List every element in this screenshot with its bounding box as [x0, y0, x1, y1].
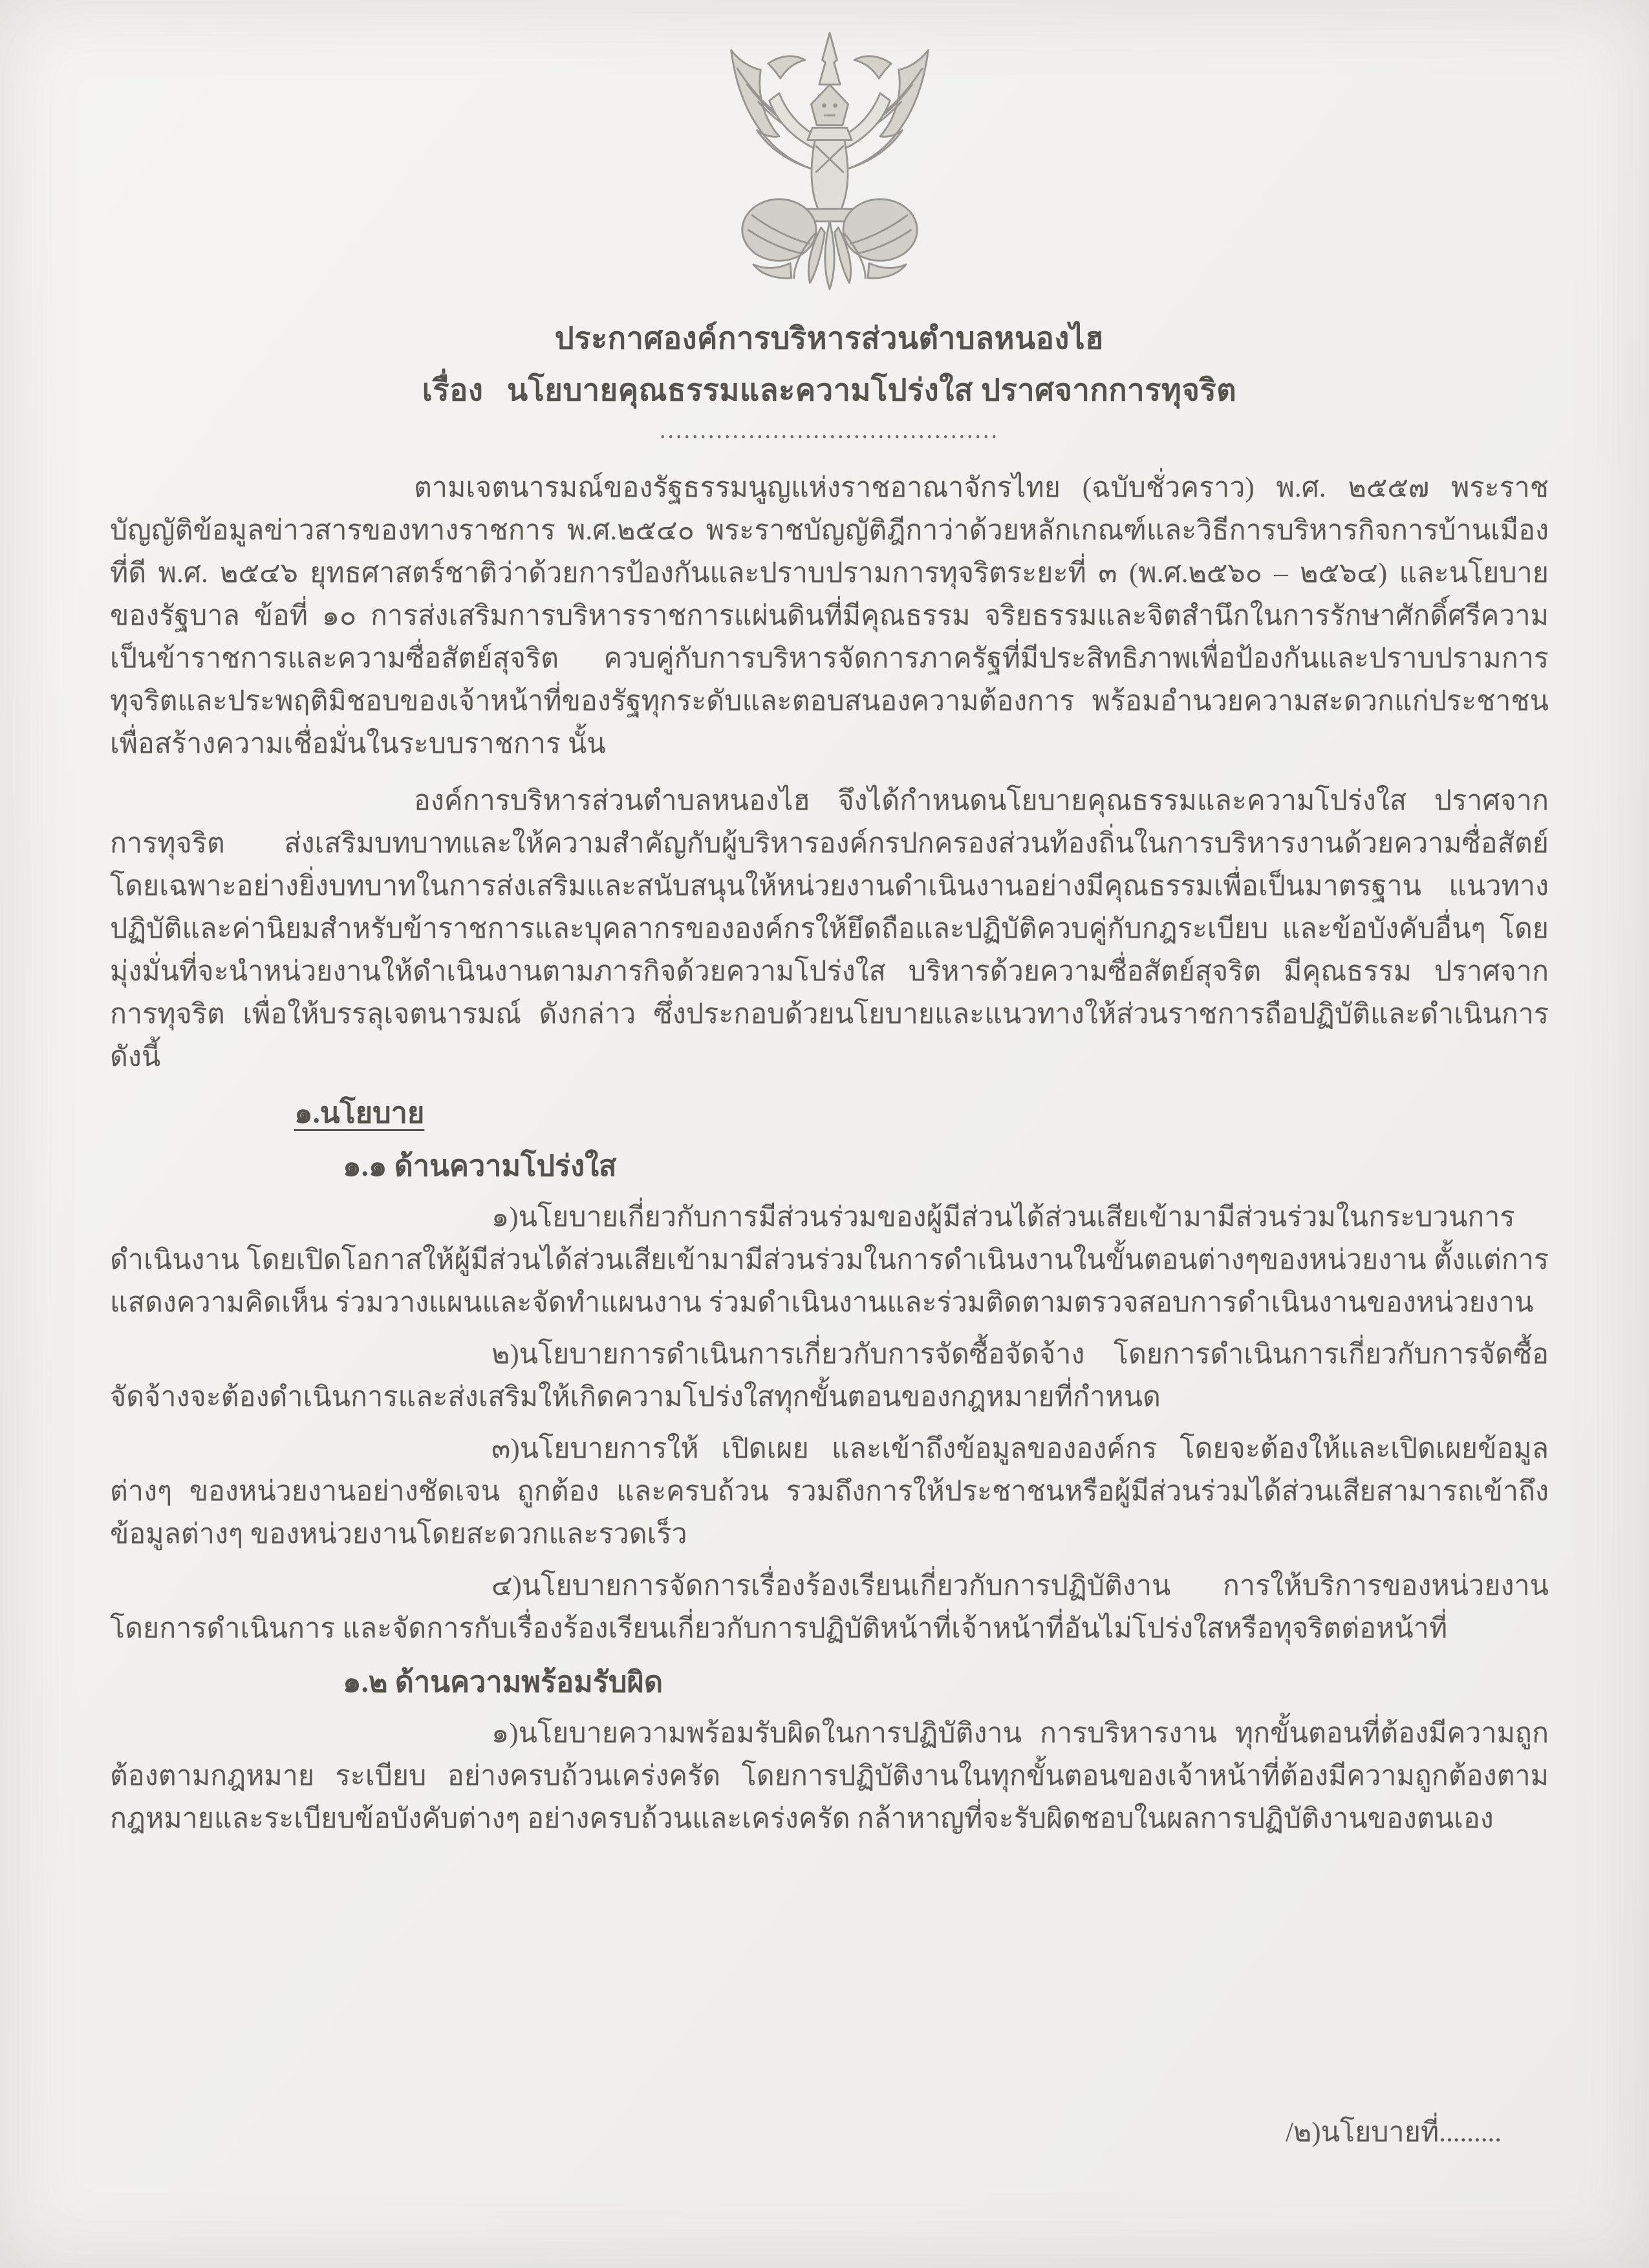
section-1-1-heading: ๑.๑ ด้านความโปร่งใส: [343, 1150, 617, 1182]
garuda-emblem-icon: [700, 17, 959, 303]
divider-dots: ..........................................: [660, 416, 999, 444]
document-title: ประกาศองค์การบริหารส่วนตำบลหนองไฮ: [554, 322, 1105, 356]
paragraph-preamble: ตามเจตนารมณ์ของรัฐธรรมนูญแห่งราชอาณาจักรไทย (ฉบับชั่วคราว) พ.ศ. ๒๕๕๗ พระราชบัญญัติข้อมูลข่าวสารของทางราชการ พ.ศ.๒๕๔๐ พระราชบัญญัติฎีกาว่าด้วยหลักเกณฑ์และวิธีการบริหารกิจการบ้านเมืองที่ดี พ.ศ. ๒๕๔๖ ยุทธศาสตร์ชาติว่าด้วยการป้องกันและปราบปรามการทุจริตระยะที่ ๓ (พ.ศ.๒๕๖๐ – ๒๕๖๔) และนโยบายของรัฐบาล ข้อที่ ๑๐ การส่งเสริมการบริหารราชการแผ่นดินที่มีคุณธรรม จริยธรรมและจิตสำนึกในการรักษาศักดิ์ศรีความเป็นข้าราชการและความซื่อสัตย์สุจริต ควบคู่กับการบริหารจัดการภาครัฐที่มีประสิทธิภาพเพื่อป้องกันและปราบปรามการทุจริตและประพฤติมิชอบของเจ้าหน้าที่ของรัฐทุกระดับและตอบสนองความต้องการ พร้อมอำนวยความสะดวกแก่ประชาชน เพื่อสร้างความเชื่อมั่นในระบบราชการ นั้น: [110, 473, 1549, 759]
policy-item-accountability-1: ๑)นโยบายความพร้อมรับผิดในการปฏิบัติงาน การบริหารงาน ทุกขั้นตอนที่ต้องมีความถูกต้องตามกฎหมาย ระเบียบ อย่างครบถ้วนเคร่งครัด โดยการปฏิบัติงานในทุกขั้นตอนของเจ้าหน้าที่ต้องมีความถูกต้องตามกฎหมายและระเบียบข้อบังคับต่างๆ อย่างครบถ้วนและเคร่งครัด กล้าหาญที่จะรับผิดชอบในผลการปฏิบัติงานของตนเอง: [110, 1718, 1549, 1834]
section-1-2-heading: ๑.๒ ด้านความพร้อมรับผิด: [343, 1666, 663, 1698]
continuation-note: /๒)นโยบายที่.........: [1285, 2117, 1502, 2148]
garuda-body: [800, 140, 859, 222]
policy-item-transparency-3: ๓)นโยบายการให้ เปิดเผย และเข้าถึงข้อมูลขององค์กร โดยจะต้องให้และเปิดเผยข้อมูลต่างๆ ของหน่วยงานอย่างชัดเจน ถูกต้อง และครบถ้วน รวมถึงการให้ประชาชนหรือผู้มีส่วนร่วมได้ส่วนเสียสามารถเข้าถึงข้อมูลต่างๆ ของหน่วยงานโดยสะดวกและรวดเร็ว: [110, 1434, 1549, 1550]
policy-item-transparency-4: ๔)นโยบายการจัดการเรื่องร้องเรียนเกี่ยวกับการปฏิบัติงาน การให้บริการของหน่วยงาน โดยการดำเนินการ และจัดการกับเรื่องร้องเรียนเกี่ยวกับการปฏิบัติหน้าที่เจ้าหน้าที่อันไม่โปร่งใสหรือทุจริตต่อหน้าที่: [110, 1571, 1549, 1644]
section-1-heading: ๑.นโยบาย: [294, 1097, 425, 1129]
policy-item-transparency-1: ๑)นโยบายเกี่ยวกับการมีส่วนร่วมของผู้มีส่วนได้ส่วนเสียเข้ามามีส่วนร่วมในกระบวนการดำเนินงาน โดยเปิดโอกาสให้ผู้มีส่วนได้ส่วนเสียเข้ามามีส่วนร่วมในการดำเนินงานในขั้นตอนต่างๆของหน่วยงาน ตั้งแต่การแสดงความคิดเห็น ร่วมวางแผนและจัดทำแผนงาน ร่วมดำเนินงานและร่วมติดตามตรวจสอบการดำเนินงานของหน่วยงาน: [110, 1202, 1549, 1318]
document-subject: เรื่อง นโยบายคุณธรรมและความโปร่งใส ปราศจากการทุจริต: [422, 374, 1237, 407]
garuda-crown-head: [807, 33, 852, 140]
garuda-emblem-drawing: [700, 17, 959, 303]
policy-item-transparency-2: ๒)นโยบายการดำเนินการเกี่ยวกับการจัดซื้อจัดจ้าง โดยการดำเนินการเกี่ยวกับการจัดซื้อจัดจ้างจะต้องดำเนินการและส่งเสริมให้เกิดความโปร่งใสทุกขั้นตอนของกฎหมายที่กำหนด: [110, 1339, 1549, 1412]
paragraph-intent: องค์การบริหารส่วนตำบลหนองไฮ จึงได้กำหนดนโยบายคุณธรรมและความโปร่งใส ปราศจากการทุจริต ส่งเสริมบทบาทและให้ความสำคัญกับผู้บริหารองค์กรปกครองส่วนท้องถิ่นในการบริหารงานด้วยความซื่อสัตย์ โดยเฉพาะอย่างยิ่งบทบาทในการส่งเสริมและสนับสนุนให้หน่วยงานดำเนินงานอย่างมีคุณธรรมเพื่อเป็นมาตรฐาน แนวทางปฏิบัติและค่านิยมสำหรับข้าราชการและบุคลากรขององค์กรให้ยึดถือและปฏิบัติควบคู่กับกฎระเบียบ และข้อบังคับอื่นๆ โดยมุ่งมั่นที่จะนำหน่วยงานให้ดำเนินงานตามภารกิจด้วยความโปร่งใส บริหารด้วยความซื่อสัตย์สุจริต มีคุณธรรม ปราศจากการทุจริต เพื่อให้บรรลุเจตนารมณ์ ดังกล่าว ซึ่งประกอบด้วยนโยบายและแนวทางให้ส่วนราชการถือปฏิบัติและดำเนินการ ดังนี้: [110, 786, 1549, 1072]
